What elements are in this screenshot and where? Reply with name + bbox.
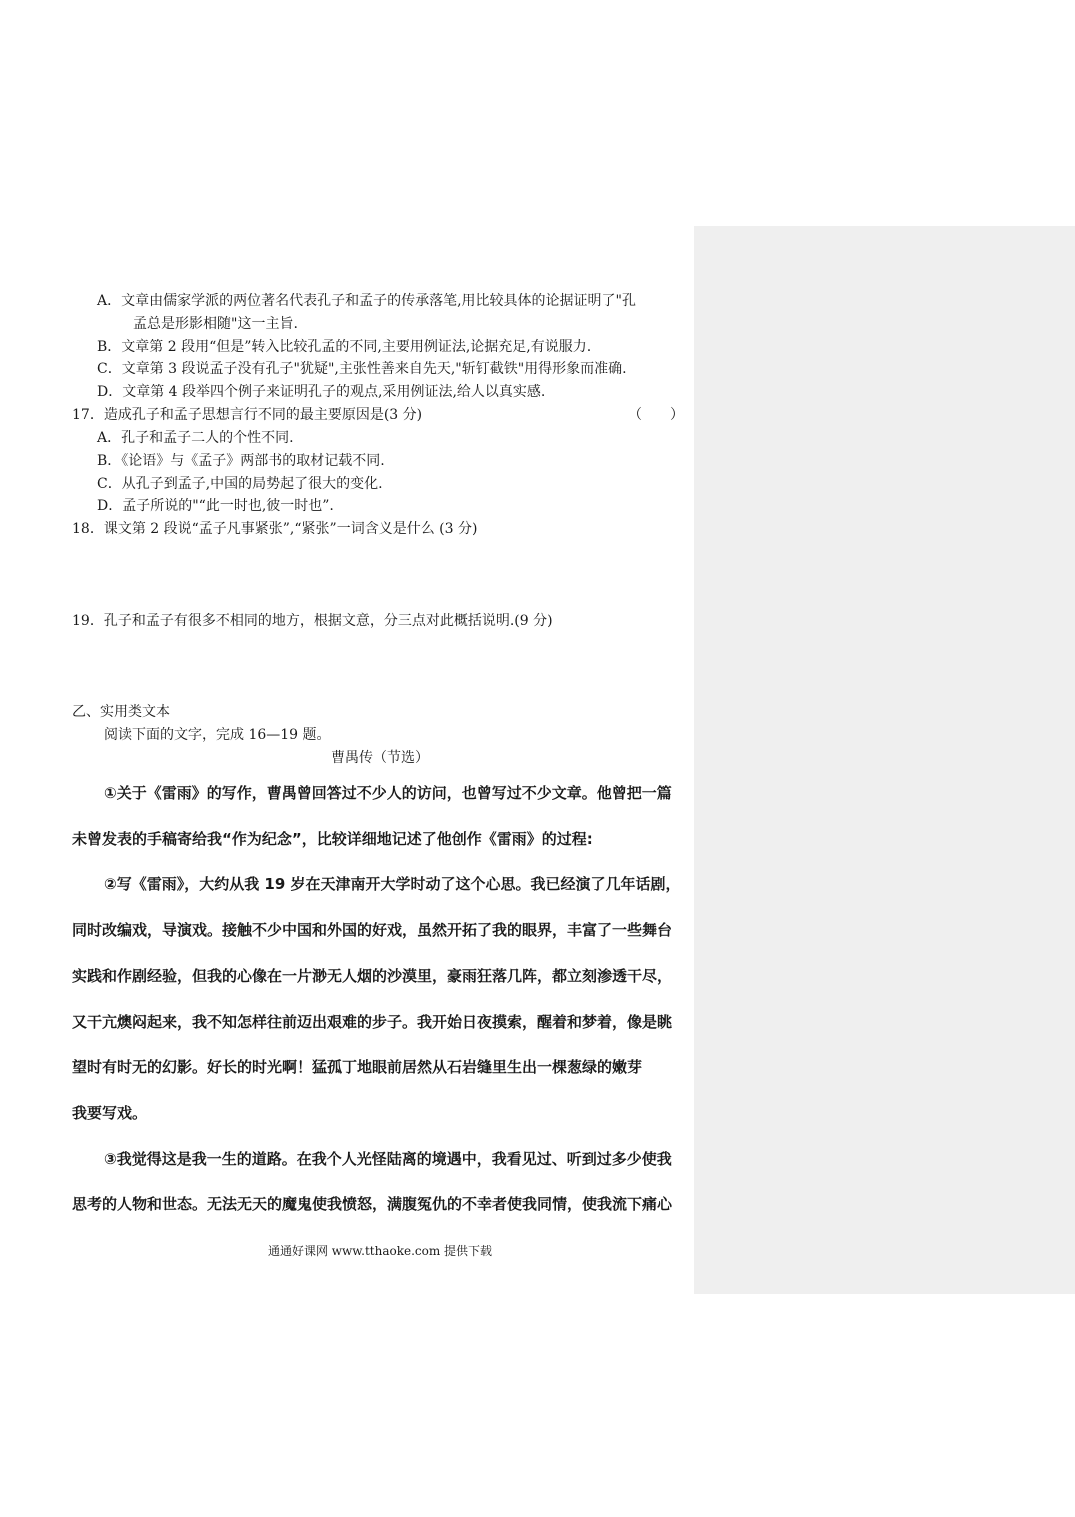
comment-pane: [694, 226, 1075, 1294]
passage-p1-line1: ①关于《雷雨》的写作，曹禺曾回答过不少人的访问，也曾写过不少文章。他曾把一篇: [104, 784, 672, 802]
question-18-stem: 18．课文第 2 段说“孟子凡事紧张”,“紧张”一词含义是什么 (3 分): [72, 521, 478, 537]
question-17-stem: 17．造成孔子和孟子思想言行不同的最主要原因是(3 分): [72, 407, 423, 423]
page-footer: 通通好课网 www.tthaoke.com 提供下载: [267, 1244, 493, 1258]
passage-p2-line1: ②写《雷雨》，大约从我 19 岁在天津南开大学时动了这个心思。我已经演了几年话剧，: [104, 875, 681, 893]
passage-p2-line2: 同时改编戏，导演戏。接触不少中国和外国的好戏，虽然开拓了我的眼界，丰富了一些舞台: [72, 921, 673, 939]
question-17-option-a: A．孔子和孟子二人的个性不同.: [97, 430, 294, 446]
passage-p2-line6: 我要写戏。: [72, 1104, 148, 1122]
section-heading: 乙、实用类文本: [72, 704, 170, 720]
option-c: C．文章第 3 段说孟子没有孔子"犹疑",主张性善来自先天,"斩钉截铁"用得形象而准确.: [97, 361, 627, 377]
passage-p3-line2: 思考的人物和世态。无法无天的魔鬼使我愤怒，满腹冤仇的不幸者使我同情，使我流下痛心: [72, 1195, 673, 1213]
passage-p3-line1: ③我觉得这是我一生的道路。在我个人光怪陆离的境遇中，我看见过、听到过多少使我: [104, 1150, 672, 1168]
option-a-line2: 孟总是形影相随"这一主旨.: [133, 316, 298, 332]
passage-title: 曹禺传（节选）: [331, 750, 429, 766]
passage-p2-line3: 实践和作剧经验，但我的心像在一片渺无人烟的沙漠里，豪雨狂落几阵，都立刻渗透干尽，: [72, 967, 673, 985]
option-d: D．文章第 4 段举四个例子来证明孔子的观点,采用例证法,给人以真实感.: [97, 384, 546, 400]
question-17-answer-blank[interactable]: （ ）: [628, 407, 684, 423]
question-19-stem: 19．孔子和孟子有很多不相同的地方，根据文意，分三点对此概括说明.(9 分): [72, 613, 553, 629]
passage-p2-line4: 又干亢燠闷起来，我不知怎样往前迈出艰难的步子。我开始日夜摸索，醒着和梦着，像是眺: [72, 1013, 673, 1031]
option-a-line1: A．文章由儒家学派的两位著名代表孔子和孟子的传承落笔,用比较具体的论据证明了"孔: [97, 293, 636, 309]
question-17-option-c: C．从孔子到孟子,中国的局势起了很大的变化.: [97, 476, 383, 492]
passage-p1-line2: 未曾发表的手稿寄给我“作为纪念”，比较详细地记述了他创作《雷雨》的过程:: [72, 830, 593, 848]
option-b: B．文章第 2 段用“但是”转入比较孔孟的不同,主要用例证法,论据充足,有说服力.: [97, 339, 592, 355]
question-17-option-d: D．孟子所说的"“此一时也,彼一时也”.: [97, 498, 334, 514]
section-instruction: 阅读下面的文字，完成 16—19 题。: [104, 727, 331, 743]
question-17-option-b: B．《论语》与《孟子》两部书的取材记载不同.: [97, 453, 385, 469]
passage-p2-line5: 望时有时无的幻影。好长的时光啊！猛孤丁地眼前居然从石岩缝里生出一棵葱绿的嫩芽: [72, 1058, 643, 1076]
